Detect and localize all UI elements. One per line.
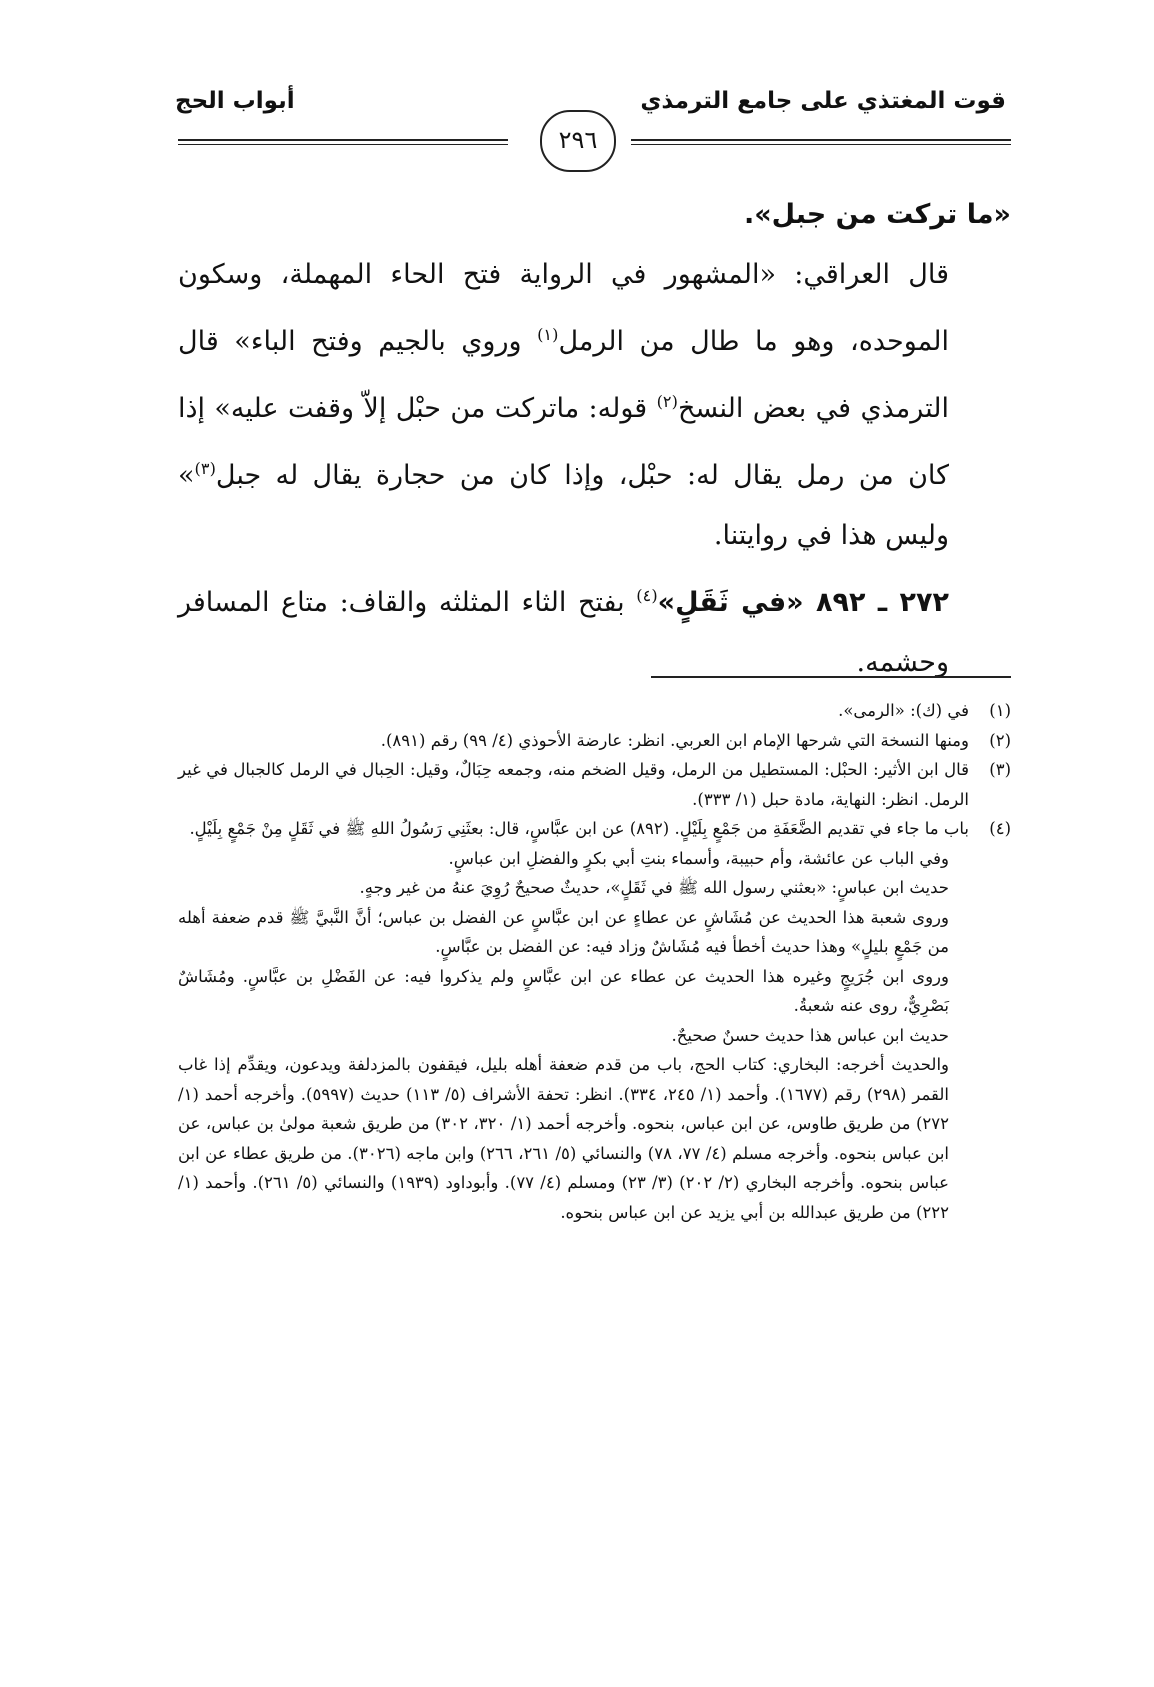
footnote-2-number: (٢) (989, 730, 1011, 750)
iraqi-text-a: قال العراقي: «المشهور في الرواية فتح الحاء المهملة، وسكون الموحده، وهو ما طال من الرمل (178, 259, 949, 357)
header-rule-left (178, 139, 508, 141)
footnote-4-takhrij: والحديث أخرجه: البخاري: كتاب الحج، باب من قدم ضعفة أهله بليل، فيقفون بالمزدلفة ويدعون، ويقدِّم إذا غاب القمر (٢٩٨) رقم (١٦٧٧). وأحمد (١/ ٢٤٥، ٣٣٤). انظر: تحفة الأشراف (٥/ ١١٣) حديث (٥٩٩٧). وأخرجه أحمد (١/ ٢٧٢) من طريق طاوس، عن ابن عباس، بنحوه. وأخرجه أحمد (١/ ٣٢٠، ٣٠٢) من طريق شعبة مولىٰ بن عباس، عن ابن عباس بنحوه. وأخرجه مسلم (٤/ ٧٧، ٧٨) والنسائي (٥/ ٢٦١، ٢٦٦) وابن ماجه (٣٠٢٦). من طريق عطاء عن ابن عباس بنحوه. وأخرجه البخاري (٢/ ٢٠٢) (٣/ ٢٣) ومسلم (٤/ ٧٧). وأبوداود (١٩٣٩) والنسائي (٥/ ٢٦١). وأحمد (١/ ٢٢٢) من طريق عبدالله بن أبي يزيد عن ابن عباس بنحوه. (178, 1055, 950, 1222)
book-title: قوت المغتذي على جامع الترمذي (640, 88, 1006, 114)
footnote-4-jurayj: وروى ابن جُرَيجٍ وغيره هذا الحديث عن عطاء عن ابن عبَّاسٍ ولم يذكروا فيه: عن الفَضْلِ بن عبَّاسٍ. ومُشَاشٌ بَصْرِيٌّ، روى عنه شعبةُ. (178, 966, 949, 1015)
footnote-3-number: (٣) (989, 760, 1011, 779)
footnote-ref-3: (٣) (194, 459, 216, 478)
iraqi-paragraph (178, 245, 1011, 566)
footnote-1 (178, 696, 1011, 726)
main-text (178, 185, 1011, 693)
footnote-4 (178, 814, 1011, 844)
footnote-4-bab: وفي الباب عن عائشة، وأم حبيبة، وأسماء بنتِ أبي بكرٍ والفضلِ ابن عباسٍ. (448, 848, 949, 868)
footnote-4-text: باب ما جاء في تقديم الضَّعَفَةِ من جَمْعٍ بِلَيْلٍ. (٨٩٢) عن ابن عبَّاسٍ، قال: بعثَنِي رَسُولُ اللهِ ﷺ في ثَقَلٍ مِنْ جَمْعٍ بِلَيْلٍ. (189, 819, 969, 838)
footnotes (178, 696, 1011, 1227)
footnote-4-number: (٤) (989, 819, 1011, 838)
hadith-892-text: بفتح الثاء المثلثه والقاف: متاع المسافر وحشمه. (178, 587, 949, 678)
iraqi-text-c: قوله: ماتركت من حبْل إلاّ وقفت عليه» إذا كان من رمل يقال له: حبْل، وإذا كان من حجارة يقال له جبل (178, 393, 949, 491)
footnote-4-shuba: وروى شعبة هذا الحديث عن مُشَاشٍ عن عطاءٍ عن ابن عبَّاسٍ عن الفضل بن عباس؛ أنَّ النَّبيَّ ﷺ قدم ضعفة أهله من جَمْعٍ بليلٍ» وهذا حديث أخطأ فيه مُشَاشٌ وزاد فيه: عن الفضل بن عبَّاسٍ. (178, 907, 949, 956)
header-rule-left-thin (178, 144, 508, 145)
page-number-badge: ٢٩٦ (540, 110, 616, 172)
footnote-separator (651, 676, 1011, 678)
header-rule-right-thin (631, 144, 1011, 145)
hadith-number: ٢٧٢ ـ ٨٩٢ «في ثَقَلٍ» (657, 587, 949, 618)
iraqi-text-b: وروي بالجيم وفتح الباء» قال الترمذي في بعض النسخ (178, 326, 949, 424)
footnote-ref-1: (١) (537, 325, 559, 344)
hadith-892-paragraph (178, 566, 1011, 693)
footnote-4-grade: حديث ابن عباس هذا حديث حسنٌ صحيحٌ. (671, 1025, 949, 1045)
footnote-1-text: في (ك): «الرمى». (838, 701, 969, 720)
iraqi-text-d: » وليس هذا في روايتنا. (178, 460, 949, 551)
chapter-title: أبواب الحج (175, 88, 295, 114)
footnote-3 (178, 755, 1011, 814)
header-rule-right (631, 139, 1011, 141)
footnote-ref-2: (٢) (656, 392, 678, 411)
footnote-1-number: (١) (989, 701, 1011, 720)
footnote-3-text: قال ابن الأثير: الحبْل: المستطيل من الرمل، وقيل الضخم منه، وجمعه حِبَالٌ، وقيل: الحِبال في الرمل كالجبال في غير الرمل. انظر: النهاية، مادة حبل (١/ ٣٣٣). (178, 760, 969, 809)
footnote-4-hukm: حديث ابن عباسٍ: «بعثني رسول الله ﷺ في ثَقَلٍ»، حديثٌ صحيحٌ رُوِيَ عنهُ من غير وجهٍ. (359, 878, 949, 897)
footnote-ref-4: (٤) (636, 586, 658, 605)
footnote-2-text: ومنها النسخة التي شرحها الإمام ابن العربي. انظر: عارضة الأحوذي (٤/ ٩٩) رقم (٨٩١). (380, 730, 969, 750)
quote-heading: «ما تركت من جبل». (743, 199, 1011, 230)
footnote-2 (178, 726, 1011, 756)
